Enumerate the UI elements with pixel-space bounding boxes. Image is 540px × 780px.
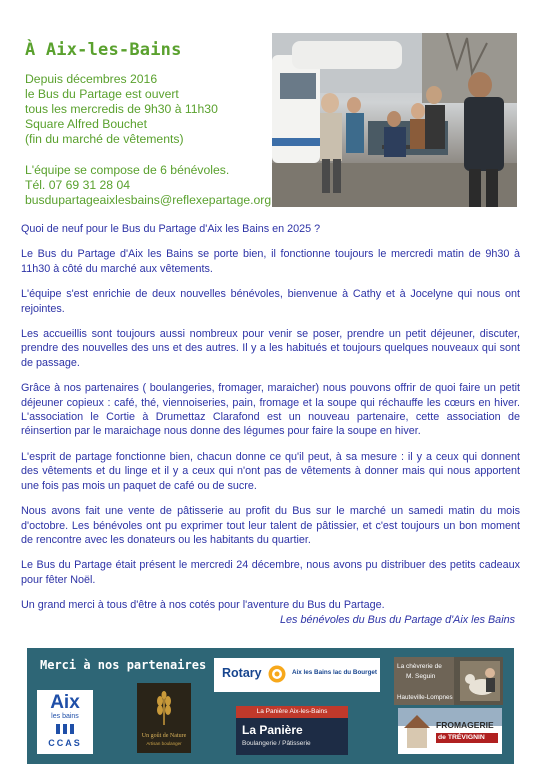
intro-line: le Bus du Partage est ouvert (25, 87, 179, 101)
article-paragraph: L'esprit de partage fonctionne bien, chacun donne ce qu'il peut, à sa mesure : il y a ceux qui donnent des vêtements et du linge et il y a ceux qui n'ont pas de vêtements à donner mais qui nous apportent une fois pas mois un paquet de café ou de sucre. (21, 450, 520, 492)
phone-number: Tél. 07 69 31 28 04 (25, 178, 131, 192)
paniere-name: La Panière (242, 723, 303, 737)
trevignin-line2: de TRÉVIGNIN (438, 734, 485, 741)
article-paragraph: L'équipe s'est enrichie de deux nouvelles bénévoles, bienvenue à Cathy et à Jocelyne qui nous ont rejointes. (21, 288, 520, 315)
article-question: Quoi de neuf pour le Bus du Partage d'Aix les Bains en 2025 ? (21, 223, 321, 235)
aix-ccas-logo (37, 690, 93, 754)
la-paniere-logo (236, 706, 348, 755)
chevrerie-line2: M. Seguin (406, 673, 436, 680)
rotary-club: Aix les Bains lac du Bourget (292, 669, 378, 676)
article-paragraph: Grâce à nos partenaires ( boulangeries, fromager, maraicher) nous pouvons offrir de quoi faire un petit déjeuner copieux : café, thé, viennoiseries, pain, fromage et la soupe qui réchauffe les cœurs en hiver. L'association le Cortie à Drumettaz Clarafond est un nouveau partenaire, cette association de réinsertion par le maraichage nous donne des légumes pour faire la soupe en hiver. (21, 382, 520, 438)
partners-band (27, 648, 514, 764)
chevrerie-logo (394, 657, 503, 705)
bus-photo (272, 33, 517, 207)
aix-logo-text: Aix (50, 692, 80, 713)
article-body (21, 222, 520, 613)
article-paragraph: Les accueillis sont toujours aussi nombreux pour venir se poser, prendre un petit déjeuner, discuter, prendre des nouvelles des uns et des autres. Il y a les habitués et toujours quelques nouveaux qui sont de passage. (21, 328, 520, 369)
intro-line: (fin du marché de vêtements) (25, 132, 184, 146)
rotary-wheel-icon (267, 664, 287, 684)
chevrerie-line3: Hauteville-Lompnes (397, 694, 453, 701)
bus-photo-illustration (272, 33, 517, 207)
partners-title: Merci à nos partenaires (40, 658, 207, 672)
paniere-sub: Boulangerie / Pâtisserie (242, 740, 311, 747)
page-title: À Aix-les-Bains (25, 40, 182, 60)
article-paragraph: Un grand merci à tous d'être à nos cotés pour l'aventure du Bus du Partage. (21, 599, 385, 612)
intro-line: tous les mercredis de 9h30 à 11h30 (25, 102, 218, 116)
chalet-icon (402, 712, 432, 750)
aix-logo-subtext: les bains (51, 713, 79, 720)
building-icon (55, 723, 75, 735)
intro-line: Depuis décembres 2016 (25, 72, 158, 86)
rotary-logo (214, 658, 380, 692)
gout-logo-sub: Artisan boulanger (146, 741, 182, 746)
gout-logo-name: Un goût de Nature (141, 733, 187, 739)
paniere-header: La Panière Aix-les-Bains (256, 708, 328, 715)
wheat-icon (152, 691, 176, 727)
ccas-text: CCAS (48, 738, 82, 748)
fromagerie-trevignin-logo (398, 708, 502, 754)
goat-photo-icon (460, 661, 500, 701)
gout-de-nature-logo (137, 683, 191, 753)
article-paragraph: Nous avons fait une vente de pâtisserie au profit du Bus sur le marché un samedi matin du mois d'octobre. Les bénévoles ont pu exprimer tout leur talent de pâtissier, et c'est toujours un bon moment de rencontre avec les donateurs ou les habitants du quartier. (21, 505, 520, 546)
intro-line: Square Alfred Bouchet (25, 117, 147, 131)
trevignin-line1: FROMAGERIE (436, 720, 494, 730)
intro-text (25, 72, 218, 147)
rotary-name: Rotary (222, 666, 262, 680)
team-line: L'équipe se compose de 6 bénévoles. (25, 163, 230, 177)
team-info (25, 163, 271, 208)
email-address: busdupartageaixlesbains@reflexepartage.org (25, 193, 272, 207)
signature: Les bénévoles du Bus du Partage d'Aix les Bains (280, 614, 515, 626)
article-paragraph: Le Bus du Partage d'Aix les Bains se porte bien, il fonctionne toujours le mercredi matin de 9h30 à 11h30 à côté du marché aux vêtements. (21, 248, 520, 275)
article-paragraph: Le Bus du Partage était présent le mercredi 24 décembre, nous avons pu distribuer des petits cadeaux pour fêter Noël. (21, 559, 520, 586)
chevrerie-line1: La chèvrerie de (397, 663, 442, 670)
